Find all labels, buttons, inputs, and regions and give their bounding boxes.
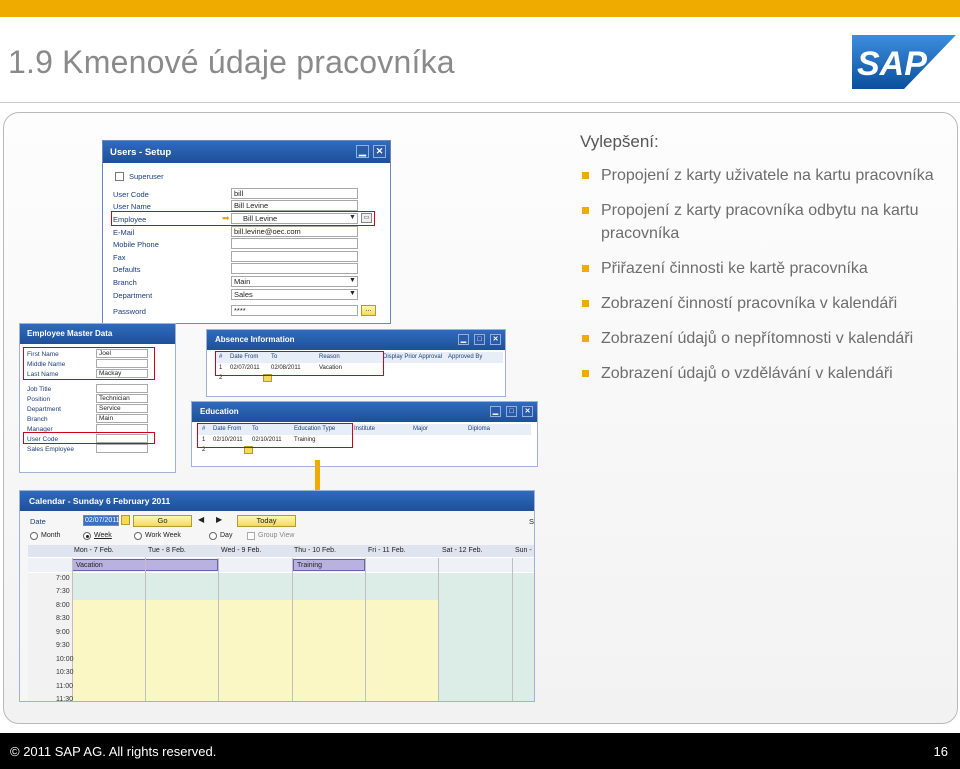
form-row: E-Mail bill.levine@oec.com [103,226,390,238]
form-row: Password **** ... [103,305,390,317]
time-label: 7:00 [56,575,70,582]
month-radio[interactable] [30,532,38,540]
maximize-icon[interactable]: □ [506,406,517,417]
date-label: Date [30,517,46,526]
users-setup-title: Users - Setup ▁ ✕ [103,141,390,163]
copyright-text: © 2011 SAP AG. All rights reserved. [10,744,217,759]
event-vacation[interactable]: Vacation [72,559,218,571]
form-row: Branch Main ▼ [103,276,390,288]
off-hours-band [72,573,534,600]
time-label: 10:00 [56,656,74,663]
education-title: Education ▁ □ ✕ [192,402,537,422]
group-view-checkbox[interactable] [247,532,255,540]
prev-arrow-icon[interactable]: ◀ [198,515,205,524]
superuser-label: Superuser [129,172,164,181]
work-week-radio[interactable] [134,532,142,540]
event-training[interactable]: Training [293,559,365,571]
dropdown-icon[interactable]: ▼ [349,290,356,297]
form-row: Fax [103,251,390,263]
absence-header-row: # Date From To Reason Display Prior Approval Approved By [215,352,503,363]
list-item: Přiřazení činnosti ke kartě pracovníka [580,257,955,280]
slide-title: 1.9 Kmenové údaje pracovníka [8,44,455,80]
work-hours-band [72,600,438,701]
time-label: 8:30 [56,615,70,622]
highlight-user-code [23,432,155,444]
highlight-absence [215,351,384,376]
today-button[interactable]: Today [237,515,296,527]
improvements-heading: Vylepšení: [580,132,659,151]
form-row: User Name Bill Levine [103,200,390,212]
bullet-icon [582,335,589,342]
cut-label: S [529,517,535,526]
form-row: Defaults [103,263,390,275]
title-divider [0,102,960,103]
table-row[interactable]: 1 02/07/2011 02/08/2011 Vacation [219,365,342,371]
time-label: 11:00 [56,683,73,690]
highlight-name [23,347,155,380]
calendar-title: Calendar - Sunday 6 February 2011 [20,491,534,511]
time-label: 7:30 [56,588,70,595]
minimize-icon[interactable]: ▁ [490,406,501,417]
improvements-list [580,132,955,397]
page-number: 16 [933,744,948,759]
minimize-icon[interactable]: ▁ [458,334,469,345]
form-row: Mobile Phone [103,238,390,250]
day-header-row: Mon - 7 Feb. Tue - 8 Feb. Wed - 9 Feb. Thu - 10 Feb. Fri - 11 Feb. Sat - 12 Feb. Sun - [28,545,534,557]
time-label: 9:00 [56,629,70,636]
list-item: Zobrazení údajů o nepřítomnosti v kalendáři [580,327,955,350]
bullet-icon [582,300,589,307]
password-ellipsis-button[interactable]: ... [361,305,376,316]
time-label: 8:00 [56,602,70,609]
dropdown-icon[interactable]: ▼ [349,214,356,221]
bullet-icon [582,172,589,179]
form-row: User Code bill [103,188,390,200]
time-label: 9:30 [56,642,70,649]
superuser-checkbox[interactable] [115,172,124,181]
table-row[interactable]: 1 02/10/2011 02/10/2011 Training [202,437,316,443]
date-input[interactable]: 02/07/2011 [85,517,120,524]
education-header-row: # Date From To Education Type Institute Major Diploma [198,424,531,435]
employee-master-title: Employee Master Data [20,324,175,344]
employee-master-window: Employee Master Data First Name Joel Middle Name Last Name Mackay Job Title Position Technician Department Service Branch Main Manager User Code Sales Employee [19,323,176,473]
bullet-icon [582,265,589,272]
calendar-picker-icon[interactable] [121,515,130,525]
highlight-education [197,423,353,448]
calendar-window: Calendar - Sunday 6 February 2011 Date 02/07/2011 Go ◀ ▶ Today S Month Week Work Week Day Group View Mon - 7 Feb. Tue - 8 Feb. Wed - 9 Feb. Thu - 10 Feb. Fri - 11 Feb. Sat - 12 Feb. Sun - Vacation Training 7:00 7:30 8:00 8:30 9:00 9:30 10:00 10:30 11:00 11:30 [19,490,535,702]
go-button[interactable]: Go [133,515,192,527]
calendar-grid[interactable] [28,545,534,701]
education-window [191,401,538,467]
close-icon[interactable]: ✕ [490,334,501,345]
table-row[interactable]: 2 [198,446,531,456]
top-accent-bar [0,0,960,17]
absence-window [206,329,506,397]
close-icon[interactable]: ✕ [522,406,533,417]
users-setup-body [103,163,390,323]
list-item: Zobrazení údajů o vzdělávání v kalendáři [580,362,955,385]
sap-logo-text: SAP [857,45,927,83]
weekend-band [438,600,534,701]
form-row-employee: Employee Bill Levine ➡ ▼ ▭ [103,213,390,225]
users-setup-window [102,140,391,324]
close-icon[interactable]: ✕ [373,145,386,158]
dropdown-icon[interactable]: ▼ [349,277,356,284]
highlight-employee [111,211,375,226]
week-radio[interactable] [83,532,91,540]
form-row: Department Sales ▼ [103,289,390,301]
bullet-icon [582,207,589,214]
bullet-icon [582,370,589,377]
list-item: Propojení z karty uživatele na kartu pracovníka [580,164,955,187]
link-arrow-icon[interactable]: ➡ [222,213,230,223]
table-row[interactable]: 2 [215,374,503,384]
minimize-icon[interactable]: ▁ [356,145,369,158]
next-arrow-icon[interactable]: ▶ [216,515,223,524]
footer-bar [0,733,960,769]
maximize-icon[interactable]: □ [474,334,485,345]
time-label: 11:30 [56,696,73,702]
absence-title: Absence Information ▁ □ ✕ [207,330,505,350]
day-radio[interactable] [209,532,217,540]
time-label: 10:30 [56,669,74,676]
employee-select-button[interactable]: ▭ [361,213,372,223]
list-item: Propojení z karty pracovníka odbytu na kartu pracovníka [580,199,955,245]
list-item: Zobrazení činností pracovníka v kalendáři [580,292,955,315]
sap-logo [852,35,956,89]
